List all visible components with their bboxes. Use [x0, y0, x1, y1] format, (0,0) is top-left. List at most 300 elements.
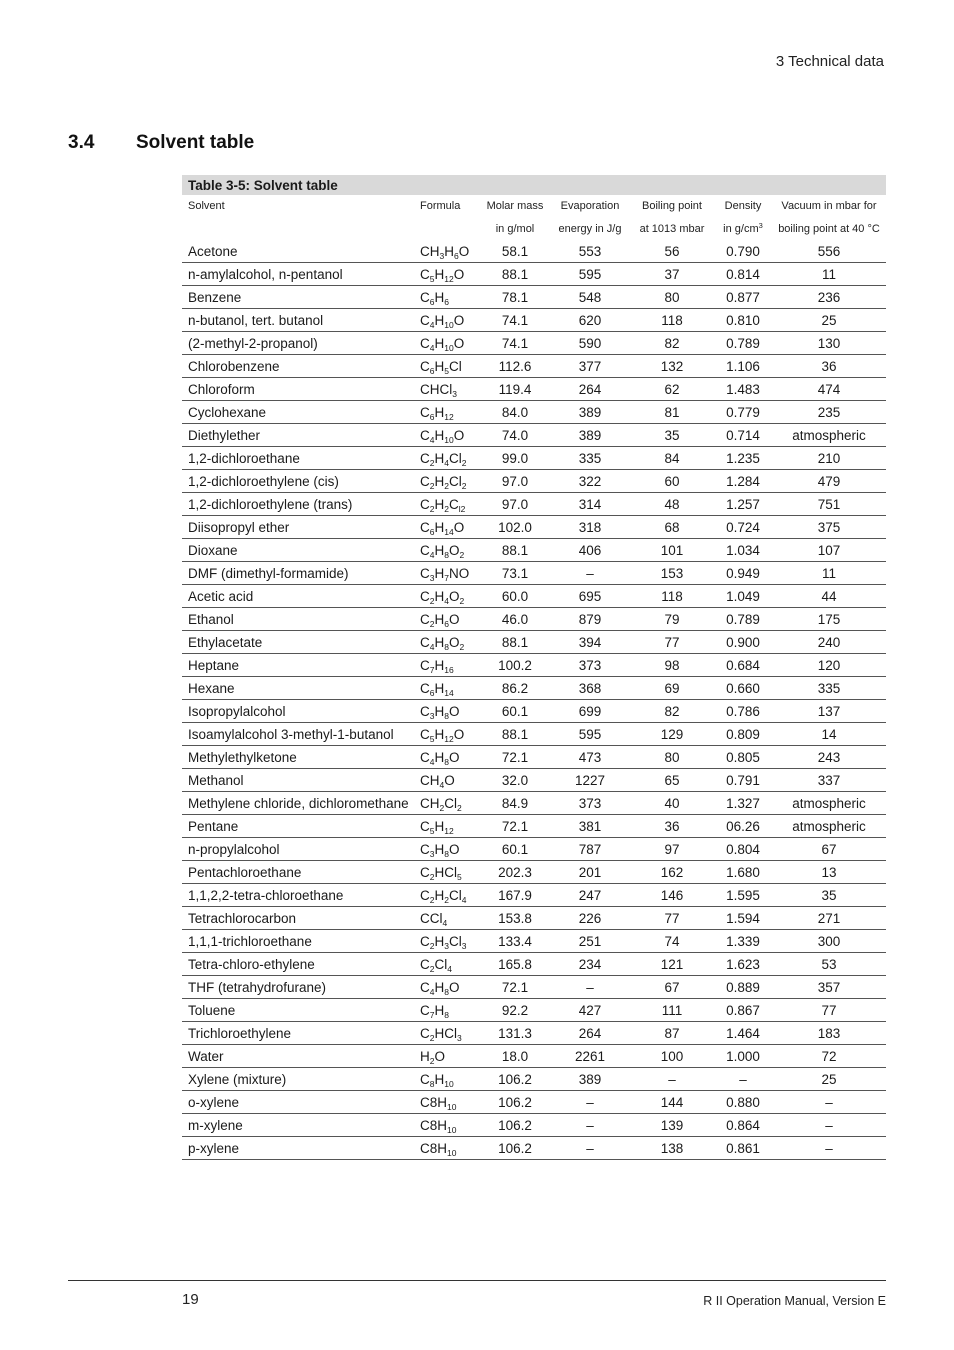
formula-subscript: 2 [461, 480, 467, 491]
formula-symbol: H [434, 519, 445, 535]
cell-evaporation: – [550, 1137, 630, 1160]
cell-formula [414, 930, 480, 953]
formula-subscript: 2 [429, 1032, 435, 1043]
formula-symbol: C [420, 358, 430, 374]
cell-solvent: Methylethylketone [182, 746, 414, 769]
formula-subscript: 2 [444, 894, 449, 905]
cell-evaporation: 264 [550, 1022, 630, 1045]
table-row [182, 355, 886, 378]
cell-molar-mass: 202.3 [480, 861, 550, 884]
cell-molar-mass: 84.9 [480, 792, 550, 815]
cell-solvent: Diethylether [182, 424, 414, 447]
cell-formula [414, 309, 480, 332]
cell-evaporation: – [550, 1114, 630, 1137]
cell-density: 1.257 [714, 493, 772, 516]
table-header-row-1 [182, 195, 886, 218]
formula-symbol: Cl [448, 933, 462, 949]
formula-symbol: H [434, 1071, 445, 1087]
header-vacuum: Vacuum in mbar for [781, 200, 877, 213]
cell-boiling-point: 132 [630, 355, 714, 378]
cell-density: 0.804 [714, 838, 772, 861]
formula-symbol: C [420, 611, 430, 627]
cell-formula [414, 792, 480, 815]
formula-subscript: 6 [429, 526, 435, 537]
formula-symbol: O [448, 749, 460, 765]
cell-formula [414, 631, 480, 654]
cell-evaporation: 247 [550, 884, 630, 907]
cell-vacuum: 130 [772, 332, 886, 355]
cell-evaporation: – [550, 1091, 630, 1114]
cell-formula [414, 608, 480, 631]
formula-symbol: C [420, 933, 430, 949]
formula-symbol: H [434, 634, 445, 650]
cell-molar-mass: 88.1 [480, 539, 550, 562]
cell-formula [414, 562, 480, 585]
cell-molar-mass: 97.0 [480, 493, 550, 516]
cell-density: 0.889 [714, 976, 772, 999]
cell-evaporation: 381 [550, 815, 630, 838]
cell-density: 1.680 [714, 861, 772, 884]
formula-symbol: Cl [434, 956, 448, 972]
cell-density: 0.880 [714, 1091, 772, 1114]
cell-formula [414, 953, 480, 976]
header-molar-mass: Molar mass [486, 200, 544, 213]
cell-vacuum: 72 [772, 1045, 886, 1068]
table-row [182, 309, 886, 332]
cell-evaporation: 427 [550, 999, 630, 1022]
formula-symbol: C [420, 703, 430, 719]
formula-symbol: H [434, 473, 445, 489]
solvent-table [182, 175, 886, 1160]
cell-boiling-point: 80 [630, 286, 714, 309]
formula-symbol: H [434, 979, 445, 995]
formula-symbol: C [420, 496, 430, 512]
formula-subscript: 2 [429, 894, 435, 905]
cell-evaporation: 264 [550, 378, 630, 401]
cell-formula [414, 355, 480, 378]
formula-subscript: 10 [444, 319, 454, 330]
formula-symbol: H [434, 887, 445, 903]
cell-molar-mass: 165.8 [480, 953, 550, 976]
cell-evaporation: 201 [550, 861, 630, 884]
formula-subscript: 4 [429, 641, 435, 652]
section-heading [68, 132, 254, 154]
cell-solvent: Xylene (mixture) [182, 1068, 414, 1091]
density-unit-sup: 3 [758, 220, 763, 230]
cell-molar-mass: 97.0 [480, 470, 550, 493]
cell-boiling-point: 67 [630, 976, 714, 999]
cell-solvent: Methanol [182, 769, 414, 792]
cell-vacuum: 243 [772, 746, 886, 769]
cell-vacuum: 36 [772, 355, 886, 378]
formula-symbol: H [434, 266, 445, 282]
cell-solvent: n-butanol, tert. butanol [182, 309, 414, 332]
formula-symbol: H [434, 335, 445, 351]
formula-symbol: CCl [420, 910, 443, 926]
cell-vacuum: – [772, 1114, 886, 1137]
table-caption: Table 3-5: Solvent table [182, 175, 886, 195]
cell-molar-mass: 112.6 [480, 355, 550, 378]
formula-subscript: 2 [429, 1055, 435, 1066]
cell-density: 1.000 [714, 1045, 772, 1068]
formula-symbol: H [434, 703, 445, 719]
formula-symbol: CH [420, 795, 440, 811]
cell-density: 1.049 [714, 585, 772, 608]
cell-boiling-point: 77 [630, 907, 714, 930]
formula-subscript: 2 [429, 457, 435, 468]
formula-subscript: 8 [444, 848, 449, 859]
cell-vacuum: 556 [772, 240, 886, 263]
formula-subscript: 2 [459, 595, 465, 606]
table-row [182, 792, 886, 815]
formula-subscript: 3 [456, 1032, 462, 1043]
cell-molar-mass: 72.1 [480, 746, 550, 769]
cell-solvent: (2-methyl-2-propanol) [182, 332, 414, 355]
formula-symbol: O [453, 266, 465, 282]
formula-subscript: 10 [444, 434, 454, 445]
formula-symbol: C [420, 634, 430, 650]
cell-boiling-point: 69 [630, 677, 714, 700]
formula-symbol: H [434, 818, 445, 834]
cell-density: 0.861 [714, 1137, 772, 1160]
formula-subscript: 3 [461, 940, 467, 951]
table-row [182, 562, 886, 585]
cell-evaporation: 373 [550, 654, 630, 677]
formula-symbol: Cl [444, 795, 457, 811]
table-row [182, 1045, 886, 1068]
cell-density: 0.790 [714, 240, 772, 263]
formula-symbol: C [420, 979, 430, 995]
cell-formula [414, 378, 480, 401]
cell-vacuum: – [772, 1091, 886, 1114]
formula-symbol: C [420, 404, 430, 420]
header-solvent: Solvent [188, 200, 225, 213]
table-row [182, 240, 886, 263]
formula-symbol: H [434, 1002, 445, 1018]
cell-evaporation: 473 [550, 746, 630, 769]
cell-evaporation: 389 [550, 401, 630, 424]
cell-density: 0.949 [714, 562, 772, 585]
cell-solvent: m-xylene [182, 1114, 414, 1137]
formula-symbol: HCl [434, 1025, 457, 1041]
header-vacuum-unit: boiling point at 40 °C [778, 222, 880, 235]
cell-molar-mass: 78.1 [480, 286, 550, 309]
cell-boiling-point: 40 [630, 792, 714, 815]
cell-formula [414, 401, 480, 424]
cell-boiling-point: 37 [630, 263, 714, 286]
formula-symbol: O [448, 611, 460, 627]
cell-boiling-point: 97 [630, 838, 714, 861]
formula-subscript: 6 [444, 296, 449, 307]
cell-formula [414, 769, 480, 792]
cell-evaporation: 879 [550, 608, 630, 631]
cell-molar-mass: 153.8 [480, 907, 550, 930]
cell-density: 0.791 [714, 769, 772, 792]
cell-boiling-point: 77 [630, 631, 714, 654]
cell-boiling-point: 65 [630, 769, 714, 792]
cell-vacuum: 107 [772, 539, 886, 562]
formula-subscript: 4 [461, 894, 467, 905]
cell-solvent: Tetra-chloro-ethylene [182, 953, 414, 976]
formula-symbol: H [434, 289, 445, 305]
table-row [182, 1137, 886, 1160]
cell-formula [414, 447, 480, 470]
cell-boiling-point: 74 [630, 930, 714, 953]
cell-density: 0.779 [714, 401, 772, 424]
formula-symbol: H [434, 611, 445, 627]
cell-boiling-point: 118 [630, 309, 714, 332]
table-row [182, 493, 886, 516]
formula-symbol: C [420, 657, 430, 673]
cell-vacuum: atmospheric [772, 815, 886, 838]
table-header-row-2 [182, 218, 886, 241]
cell-molar-mass: 88.1 [480, 631, 550, 654]
cell-density: 0.714 [714, 424, 772, 447]
cell-molar-mass: 18.0 [480, 1045, 550, 1068]
table-row [182, 470, 886, 493]
formula-symbol: O [448, 588, 460, 604]
formula-symbol: H [444, 243, 454, 259]
formula-subscript: 3 [429, 572, 435, 583]
formula-subscript: 2 [429, 618, 435, 629]
cell-vacuum: 357 [772, 976, 886, 999]
table-row [182, 608, 886, 631]
formula-symbol: H [434, 565, 445, 581]
cell-solvent: p-xylene [182, 1137, 414, 1160]
formula-subscript: 14 [444, 687, 454, 698]
formula-subscript: 8 [444, 710, 449, 721]
cell-solvent: n-amylalcohol, n-pentanol [182, 263, 414, 286]
formula-subscript: 6 [429, 687, 435, 698]
formula-subscript: 2 [444, 480, 449, 491]
cell-boiling-point: 35 [630, 424, 714, 447]
table-row [182, 585, 886, 608]
cell-formula [414, 263, 480, 286]
cell-evaporation: – [550, 562, 630, 585]
cell-solvent: Cyclohexane [182, 401, 414, 424]
formula-subscript: 4 [444, 595, 449, 606]
cell-molar-mass: 46.0 [480, 608, 550, 631]
formula-subscript: 8 [444, 1009, 449, 1020]
cell-formula [414, 332, 480, 355]
formula-symbol: C [420, 312, 430, 328]
page-number: 19 [182, 1291, 199, 1308]
formula-subscript: 8 [444, 756, 449, 767]
cell-solvent: Tetrachlorocarbon [182, 907, 414, 930]
cell-molar-mass: 167.9 [480, 884, 550, 907]
cell-formula [414, 700, 480, 723]
cell-density: 1.284 [714, 470, 772, 493]
formula-subscript: 5 [429, 733, 435, 744]
cell-vacuum: 337 [772, 769, 886, 792]
formula-subscript: 7 [429, 1009, 435, 1020]
cell-density: 0.724 [714, 516, 772, 539]
cell-vacuum: 44 [772, 585, 886, 608]
cell-solvent: DMF (dimethyl-formamide) [182, 562, 414, 585]
cell-vacuum: 210 [772, 447, 886, 470]
density-unit-text: in g/cm [723, 222, 759, 235]
cell-solvent: Ethylacetate [182, 631, 414, 654]
cell-boiling-point: 129 [630, 723, 714, 746]
formula-subscript: 16 [444, 664, 454, 675]
cell-formula [414, 1114, 480, 1137]
cell-solvent: THF (tetrahydrofurane) [182, 976, 414, 999]
table-row [182, 953, 886, 976]
cell-molar-mass: 106.2 [480, 1068, 550, 1091]
cell-vacuum: 77 [772, 999, 886, 1022]
cell-boiling-point: 144 [630, 1091, 714, 1114]
cell-vacuum: 11 [772, 263, 886, 286]
formula-subscript: 5 [429, 273, 435, 284]
formula-symbol: Cl [448, 887, 462, 903]
cell-evaporation: 373 [550, 792, 630, 815]
formula-symbol: C [420, 726, 430, 742]
cell-vacuum: 240 [772, 631, 886, 654]
table-row [182, 378, 886, 401]
table-row [182, 516, 886, 539]
formula-symbol: C [420, 864, 430, 880]
cell-formula [414, 907, 480, 930]
cell-evaporation: 322 [550, 470, 630, 493]
cell-formula [414, 654, 480, 677]
cell-vacuum: 335 [772, 677, 886, 700]
cell-evaporation: 394 [550, 631, 630, 654]
cell-boiling-point: 60 [630, 470, 714, 493]
cell-evaporation: 368 [550, 677, 630, 700]
cell-density: 0.684 [714, 654, 772, 677]
cell-vacuum: 271 [772, 907, 886, 930]
formula-symbol: C [420, 542, 430, 558]
cell-boiling-point: 100 [630, 1045, 714, 1068]
formula-subscript: 2 [439, 802, 445, 813]
formula-subscript: 6 [429, 411, 435, 422]
cell-molar-mass: 74.1 [480, 332, 550, 355]
formula-subscript: 5 [429, 825, 435, 836]
cell-evaporation: 699 [550, 700, 630, 723]
cell-solvent: o-xylene [182, 1091, 414, 1114]
table-row [182, 539, 886, 562]
cell-solvent: Toluene [182, 999, 414, 1022]
table-row [182, 976, 886, 999]
cell-vacuum: 120 [772, 654, 886, 677]
formula-symbol: C [420, 749, 430, 765]
cell-evaporation: 377 [550, 355, 630, 378]
formula-symbol: H [434, 726, 445, 742]
cell-solvent: Acetic acid [182, 585, 414, 608]
cell-formula [414, 976, 480, 999]
cell-molar-mass: 106.2 [480, 1091, 550, 1114]
formula-symbol: O [434, 1048, 445, 1064]
formula-subscript: 7 [444, 572, 449, 583]
cell-density: 0.805 [714, 746, 772, 769]
cell-evaporation: 335 [550, 447, 630, 470]
cell-solvent: n-propylalcohol [182, 838, 414, 861]
formula-subscript: 4 [429, 756, 435, 767]
formula-symbol: H [434, 404, 445, 420]
cell-evaporation: 1227 [550, 769, 630, 792]
cell-density: 0.864 [714, 1114, 772, 1137]
cell-solvent: Acetone [182, 240, 414, 263]
formula-subscript: 12 [444, 733, 454, 744]
header-density-unit [714, 218, 772, 241]
cell-evaporation: 548 [550, 286, 630, 309]
cell-molar-mass: 84.0 [480, 401, 550, 424]
cell-evaporation: 595 [550, 723, 630, 746]
table-row [182, 286, 886, 309]
cell-density: 06.26 [714, 815, 772, 838]
cell-evaporation: 318 [550, 516, 630, 539]
formula-symbol: O [448, 979, 460, 995]
formula-symbol: Cl [448, 358, 462, 374]
formula-symbol: O [453, 427, 465, 443]
formula-subscript: 3 [429, 710, 435, 721]
cell-molar-mass: 60.1 [480, 838, 550, 861]
cell-formula [414, 884, 480, 907]
cell-molar-mass: 60.1 [480, 700, 550, 723]
cell-vacuum: atmospheric [772, 792, 886, 815]
formula-symbol: C [420, 1071, 430, 1087]
formula-subscript: 2 [459, 549, 465, 560]
cell-molar-mass: 32.0 [480, 769, 550, 792]
formula-symbol: H [434, 749, 445, 765]
cell-molar-mass: 99.0 [480, 447, 550, 470]
table-row [182, 1091, 886, 1114]
cell-molar-mass: 74.1 [480, 309, 550, 332]
cell-vacuum: 375 [772, 516, 886, 539]
cell-molar-mass: 100.2 [480, 654, 550, 677]
table-row [182, 447, 886, 470]
table-row [182, 1068, 886, 1091]
cell-boiling-point: 82 [630, 700, 714, 723]
cell-molar-mass: 72.1 [480, 815, 550, 838]
formula-symbol: C [420, 956, 430, 972]
cell-formula [414, 585, 480, 608]
cell-vacuum: 751 [772, 493, 886, 516]
cell-vacuum: – [772, 1137, 886, 1160]
cell-evaporation: 553 [550, 240, 630, 263]
formula-subscript: 2 [461, 457, 467, 468]
table-row [182, 907, 886, 930]
cell-evaporation: 389 [550, 424, 630, 447]
cell-molar-mass: 106.2 [480, 1137, 550, 1160]
header-evaporation: Evaporation [560, 200, 620, 213]
cell-density: 1.623 [714, 953, 772, 976]
solvent-table-container [182, 175, 886, 1160]
formula-symbol: O [458, 243, 470, 259]
cell-vacuum: 53 [772, 953, 886, 976]
formula-subscript: 5 [456, 871, 462, 882]
formula-symbol: C [420, 841, 430, 857]
cell-boiling-point: 153 [630, 562, 714, 585]
table-row [182, 654, 886, 677]
cell-vacuum: 183 [772, 1022, 886, 1045]
formula-symbol: C [420, 427, 430, 443]
cell-vacuum: 479 [772, 470, 886, 493]
formula-subscript: 2 [429, 503, 435, 514]
table-row [182, 723, 886, 746]
formula-subscript: 4 [442, 917, 448, 928]
formula-symbol: H [434, 680, 445, 696]
formula-symbol: C [420, 887, 430, 903]
cell-molar-mass: 133.4 [480, 930, 550, 953]
cell-boiling-point: 81 [630, 401, 714, 424]
formula-subscript: 7 [429, 664, 435, 675]
header-molar-mass-unit: in g/mol [495, 222, 535, 235]
formula-symbol: C8H [420, 1094, 448, 1110]
cell-formula [414, 493, 480, 516]
formula-symbol: C [448, 496, 459, 512]
cell-solvent: 1,2-dichloroethylene (trans) [182, 493, 414, 516]
